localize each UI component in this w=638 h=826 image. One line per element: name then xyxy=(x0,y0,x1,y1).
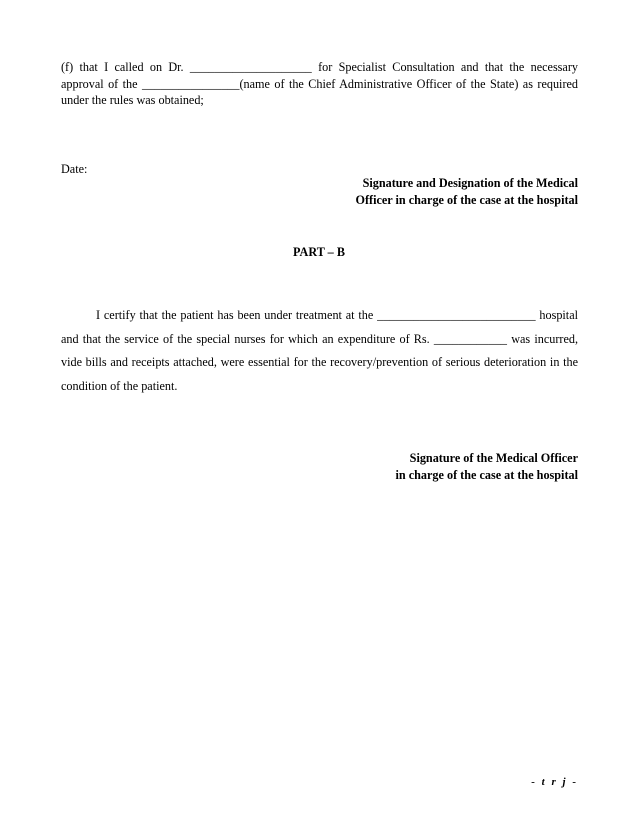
signature-block-medical-officer xyxy=(396,450,578,484)
signature-line-2: in charge of the case at the hospital xyxy=(395,468,578,482)
certificate-paragraph xyxy=(61,304,578,398)
signature-line-1: Signature of the Medical Officer xyxy=(409,451,578,465)
clause-f-paragraph: (f) that I called on Dr. ____________________ for Specialist Consultation and that the necessary approval of the ________________(name of the Chief Administrative Officer of the State) as required under the rules was obtained; xyxy=(61,60,578,107)
date-label: Date: xyxy=(61,162,88,176)
footer-mark: - t r j - xyxy=(531,776,578,788)
certificate-text: I certify that the patient has been under treatment at the __________________________ hospital and that the service of the special nurses for which an expenditure of Rs. ____________ was incurred, vide bills and receipts attached, were essential for the recovery/prevention of serious deterioration in the condition of the patient. xyxy=(61,308,578,393)
signature-line-1: Signature and Designation of the Medical xyxy=(362,176,578,190)
part-b-heading: PART – B xyxy=(293,245,345,259)
signature-line-2: Officer in charge of the case at the hospital xyxy=(355,193,578,207)
signature-block-medical-officer-designation xyxy=(356,175,579,209)
